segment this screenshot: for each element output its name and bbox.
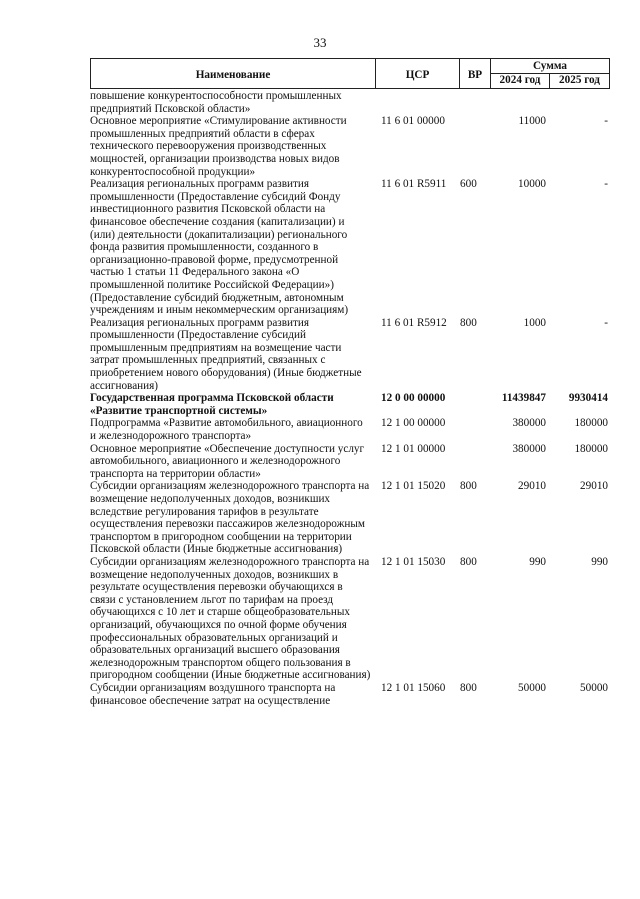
row-name: Субсидии организациям железнодорожного транспорта на возмещение недополученных доходов, возникших в результате осуществления перевозки обучающихся в связи с установлением льгот по тарифам на проезд обучающихся с 10 лет и старше общеобразовательных организаций, обучающихся по очной форме обучения профессиональных образовательных организаций и образовательных организаций высшего образования железнодорожным транспортом общего пользования в пригородном сообщении (Иные бюджетные ассигнования) bbox=[90, 555, 371, 682]
row-name: Подпрограмма «Развитие автомобильного, авиационного и железнодорожного транспорта» bbox=[90, 417, 363, 443]
row-sum-2025: 180000 bbox=[574, 442, 608, 455]
row-vr: 800 bbox=[460, 681, 477, 694]
row-sum-2025: - bbox=[604, 316, 608, 329]
row-csr bbox=[375, 90, 459, 115]
row-vr bbox=[459, 115, 490, 178]
header-sum: Сумма bbox=[491, 59, 609, 74]
row-vr bbox=[459, 392, 490, 417]
row-vr bbox=[459, 443, 490, 481]
row-name: Субсидии организациям железнодорожного транспорта на возмещение недополученных доходов, возникших вследствие регулирования тарифов в результате осуществления перевозки пассажиров железнодорожным транспортом в пригородном сообщении на территории Псковской области (Иные бюджетные ассигнования) bbox=[90, 480, 370, 556]
row-csr: 12 1 01 15060 bbox=[381, 681, 446, 694]
row-sum-2025: 180000 bbox=[574, 417, 608, 430]
row-sum-2024: 29010 bbox=[518, 480, 546, 493]
row-csr: 12 1 01 00000 bbox=[381, 442, 446, 455]
row-sum-2025: - bbox=[604, 178, 608, 191]
row-sum-2024: 380000 bbox=[512, 417, 546, 430]
table-row bbox=[90, 682, 610, 707]
row-vr bbox=[459, 90, 490, 115]
row-sum-2025: 50000 bbox=[580, 681, 608, 694]
row-name: повышение конкурентоспособности промышленных предприятий Псковской области» bbox=[90, 90, 342, 115]
row-sum-2024: 11439847 bbox=[501, 392, 546, 405]
table-row bbox=[90, 317, 610, 393]
header-name: Наименование bbox=[91, 59, 376, 88]
row-sum-2025: - bbox=[604, 115, 608, 128]
row-sum-2024: 1000 bbox=[523, 316, 546, 329]
header-csr: ЦСР bbox=[376, 59, 460, 88]
table-body bbox=[90, 90, 610, 707]
row-sum-2025: 29010 bbox=[580, 480, 608, 493]
row-name: Субсидии организациям воздушного транспорта на финансовое обеспечение затрат на осуществление bbox=[90, 681, 336, 707]
row-sum-2025 bbox=[549, 90, 610, 115]
table-row bbox=[90, 90, 610, 115]
table-row bbox=[90, 480, 610, 556]
table-header bbox=[90, 58, 610, 89]
table-row bbox=[90, 115, 610, 178]
row-name: Реализация региональных программ развития промышленности (Предоставление субсидий промышленным предприятиям на возмещение части затрат промышленных предприятий, связанных с приобретением нового оборудования) (Иные бюджетные ассигнования) bbox=[90, 316, 362, 392]
row-vr: 600 bbox=[460, 178, 477, 191]
table-row bbox=[90, 443, 610, 481]
row-sum-2025: 990 bbox=[591, 555, 608, 568]
table-row bbox=[90, 556, 610, 682]
row-vr bbox=[459, 417, 490, 442]
row-vr: 800 bbox=[460, 316, 477, 329]
row-sum-2024: 11000 bbox=[518, 115, 546, 128]
row-csr: 12 1 00 00000 bbox=[381, 417, 446, 430]
row-sum-2024: 10000 bbox=[518, 178, 546, 191]
row-sum-2024: 50000 bbox=[518, 681, 546, 694]
row-csr: 11 6 01 R5911 bbox=[381, 178, 447, 191]
row-sum-2024 bbox=[490, 90, 549, 115]
row-csr: 12 0 00 00000 bbox=[381, 392, 446, 405]
row-sum-2024: 990 bbox=[529, 555, 546, 568]
row-vr: 800 bbox=[460, 480, 477, 493]
row-name: Реализация региональных программ развития промышленности (Предоставление субсидий Фонду инвестиционного развития Псковской области на финансовое обеспечение создания (капитализации) и (или) деятельности (докапитализации) регионального фонда развития промышленности, созданного в организационно-правовой форме, предусмотренной частью 1 статьи 11 Федерального закона «О промышленной политике Российской Федерации») (Предоставление субсидий бюджетным, автономным учреждениям и иным некоммерческим организациям) bbox=[90, 178, 349, 317]
table-row bbox=[90, 178, 610, 317]
row-csr: 12 1 01 15030 bbox=[381, 555, 446, 568]
row-name: Основное мероприятие «Обеспечение доступности услуг автомобильного, авиационного и железнодорожного транспорта на территории области» bbox=[90, 442, 365, 480]
row-sum-2025: 9930414 bbox=[568, 392, 608, 405]
header-vr: ВР bbox=[460, 59, 491, 88]
budget-table bbox=[90, 58, 610, 707]
row-csr: 11 6 01 00000 bbox=[381, 115, 445, 128]
header-year-2025: 2025 год bbox=[559, 74, 600, 86]
page-number: 33 bbox=[313, 35, 327, 50]
table-row bbox=[90, 392, 610, 417]
table-row bbox=[90, 417, 610, 442]
header-year-2024: 2024 год bbox=[491, 74, 550, 88]
row-csr: 11 6 01 R5912 bbox=[381, 316, 447, 329]
row-name: Основное мероприятие «Стимулирование активности промышленных предприятий области в сферах технического перевооружения производственных мощностей, организации производства новых видов конкурентоспособной продукции» bbox=[90, 115, 347, 178]
row-sum-2024: 380000 bbox=[512, 442, 546, 455]
row-name: Государственная программа Псковской области «Развитие транспортной системы» bbox=[90, 392, 334, 417]
row-csr: 12 1 01 15020 bbox=[381, 480, 446, 493]
row-vr: 800 bbox=[460, 555, 477, 568]
